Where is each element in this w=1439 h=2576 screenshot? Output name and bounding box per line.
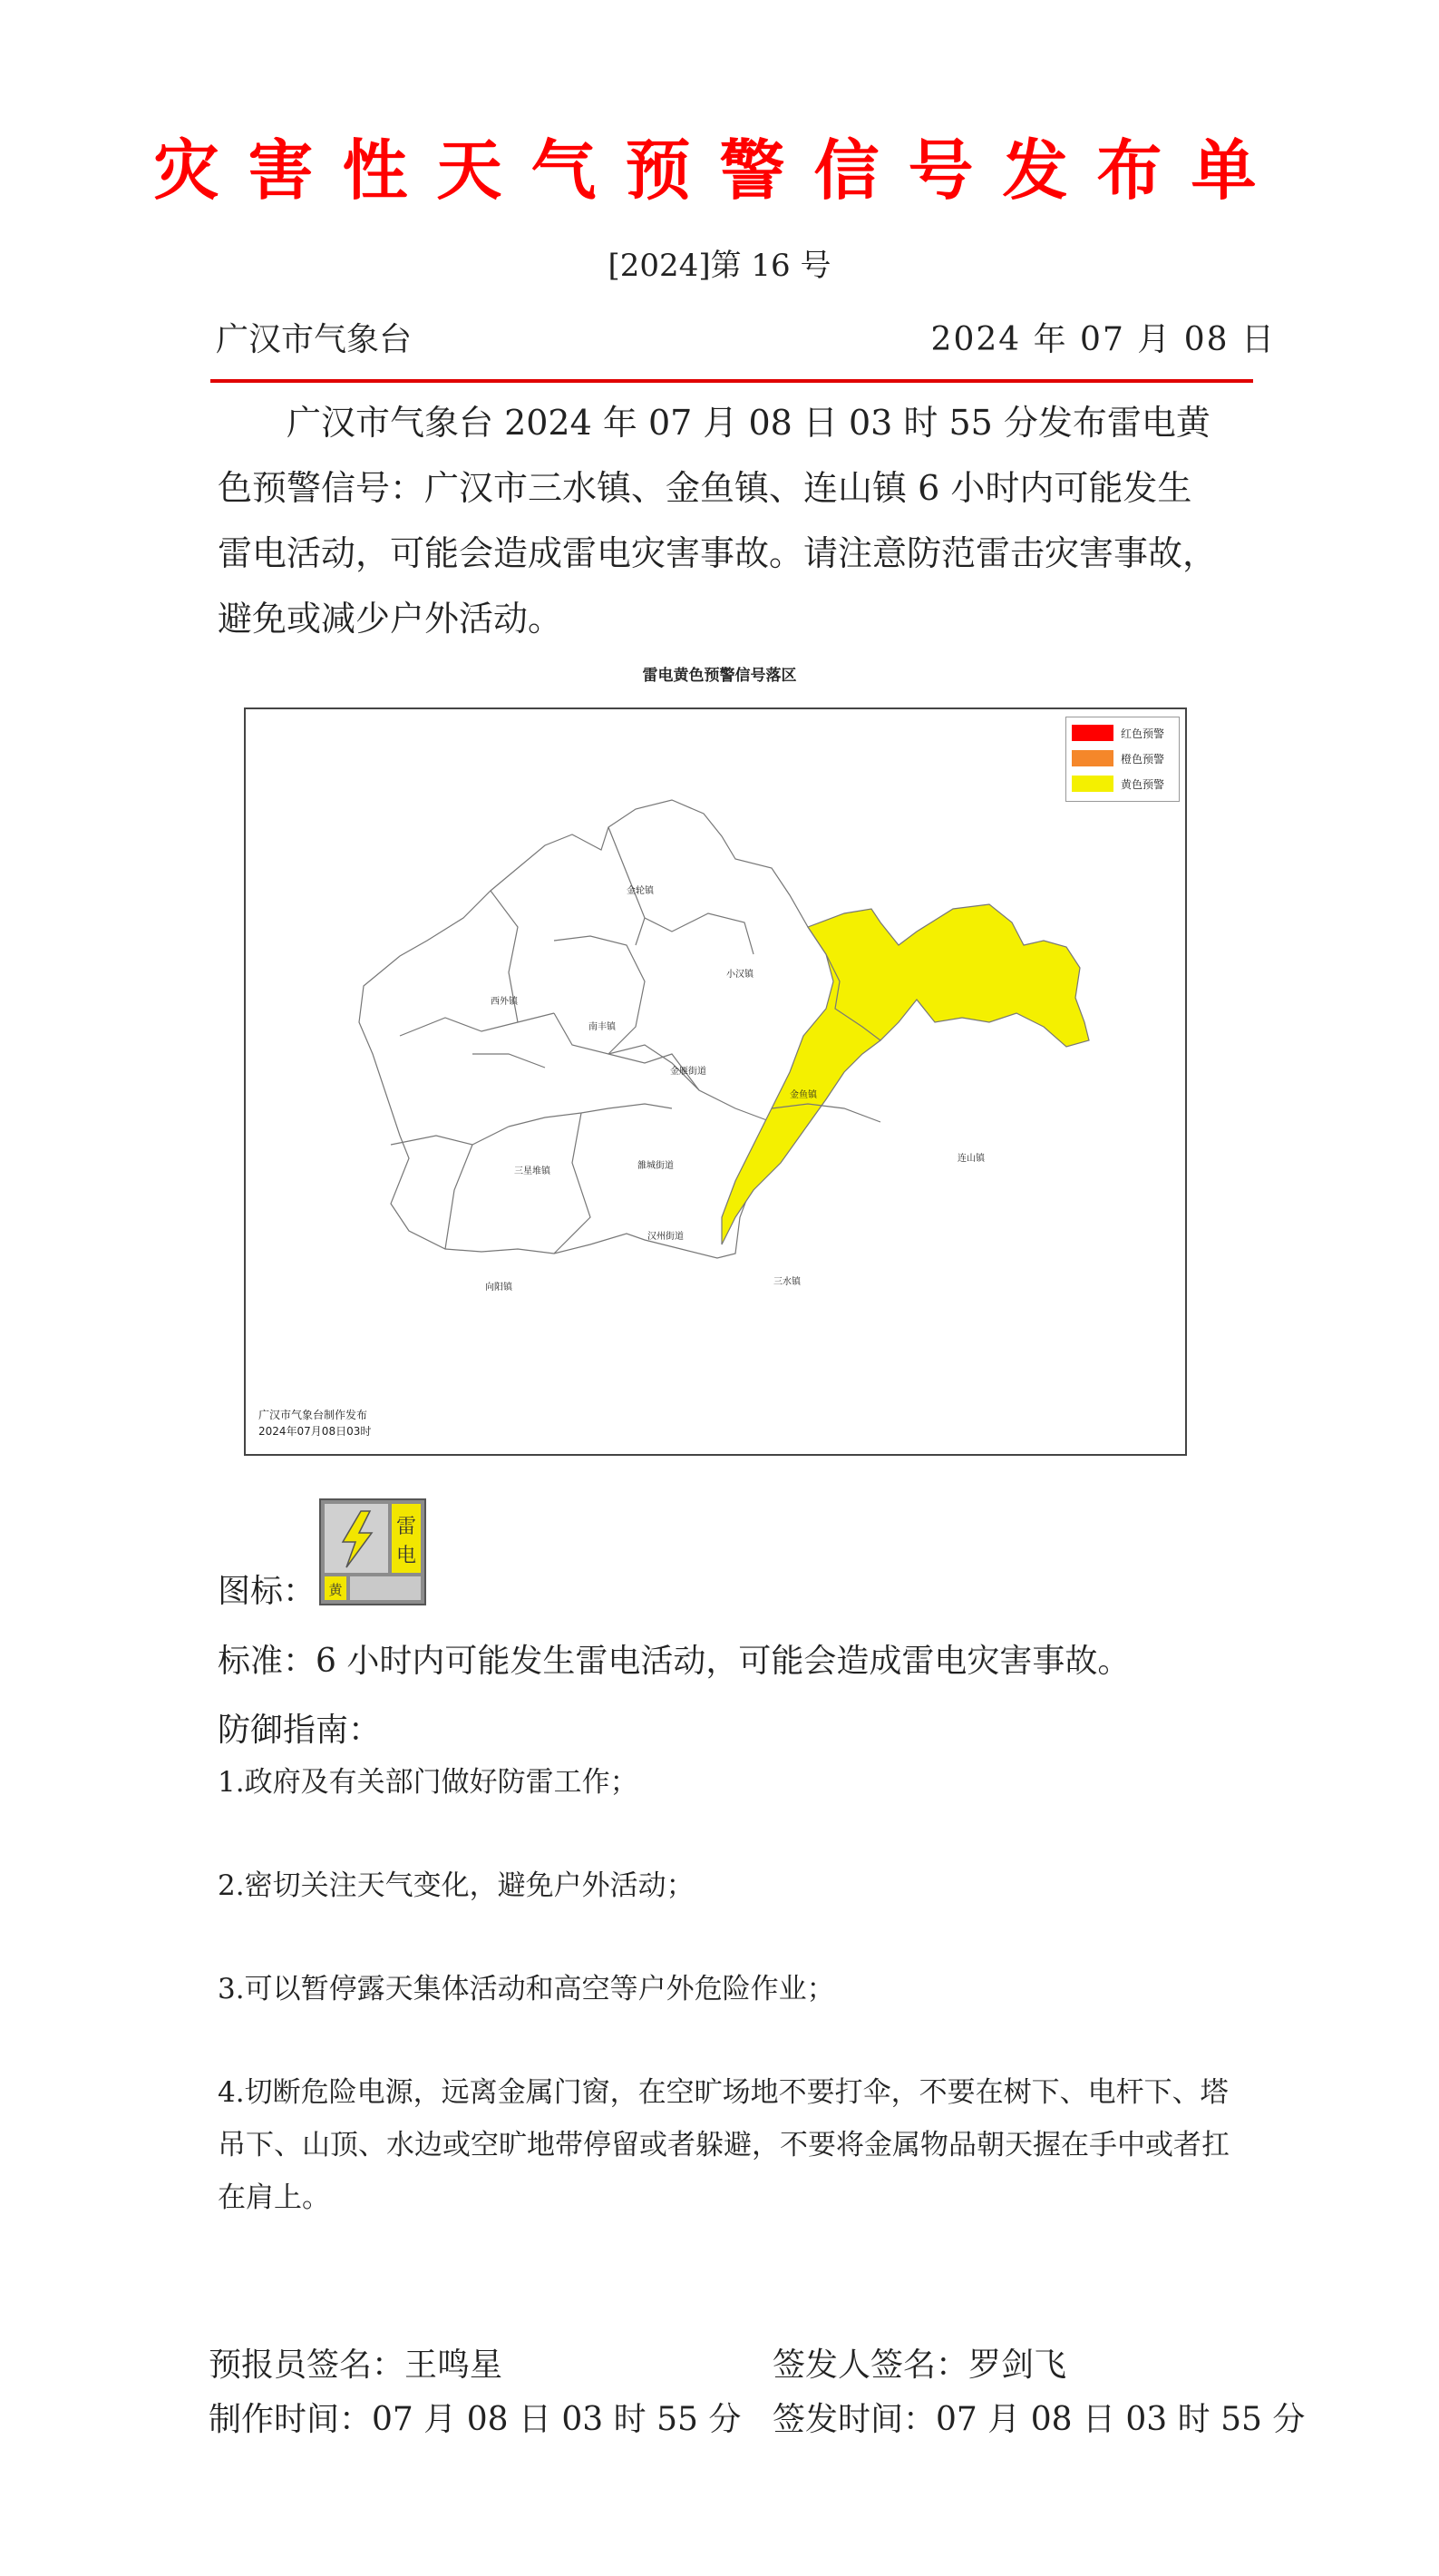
town-label: 雒城街道	[637, 1161, 674, 1171]
town-label: 金轮镇	[627, 886, 654, 896]
district-map	[246, 709, 1185, 1454]
town-label: 西外镇	[491, 997, 518, 1007]
made-time: 制作时间：07 月 08 日 03 时 55 分	[209, 2401, 742, 2438]
guide-item: 2.密切关注天气变化，避免户外活动；	[218, 1869, 695, 1902]
legend-label: 黄色预警	[1121, 777, 1165, 791]
map-footer-note	[258, 1407, 371, 1439]
town-label: 汉州街道	[647, 1232, 684, 1242]
issue-time: 签发时间：07 月 08 日 03 时 55 分	[773, 2401, 1306, 2438]
icon-char-dian: 电	[395, 1545, 417, 1567]
guide-item: 1.政府及有关部门做好防雷工作；	[218, 1766, 638, 1799]
standard-text: 标准：6 小时内可能发生雷电活动，可能会造成雷电灾害事故。	[218, 1643, 1131, 1680]
town-label: 小汉镇	[726, 970, 754, 980]
town-label: 金雁街道	[670, 1067, 706, 1077]
town-label: 三水镇	[773, 1277, 801, 1287]
town-label: 金鱼镇	[790, 1090, 817, 1100]
town-label: 三星堆镇	[514, 1166, 550, 1176]
map-footer-line2: 2024年07月08日03时	[258, 1425, 372, 1438]
issuer: 广汉市气象台	[216, 321, 413, 358]
legend-swatch	[1072, 776, 1113, 792]
legend-swatch	[1072, 725, 1113, 741]
signer-signature: 签发人签名：罗剑飞	[773, 2347, 1067, 2384]
warning-map	[244, 707, 1187, 1456]
map-footer-line1: 广汉市气象台制作发布	[258, 1409, 368, 1421]
document-number: [2024]第 16 号	[608, 248, 831, 284]
legend-item-orange	[1072, 748, 1164, 768]
forecaster-signature: 预报员签名：王鸣星	[209, 2347, 503, 2384]
issue-date: 2024 年 07 月 08 日	[930, 321, 1276, 358]
town-label: 向阳镇	[485, 1283, 512, 1293]
guide-heading: 防御指南：	[218, 1712, 382, 1749]
document-title: 灾害性天气预警信号发布单	[153, 132, 1286, 209]
icon-char-lei: 雷	[395, 1516, 417, 1538]
guide-item: 3.可以暂停露天集体活动和高空等户外危险作业；	[218, 1973, 835, 2005]
icon-label: 图标：	[218, 1573, 316, 1610]
header-divider	[210, 379, 1253, 383]
town-label: 南丰镇	[588, 1022, 616, 1032]
icon-char-huang: 黄	[328, 1582, 343, 1598]
legend-label: 红色预警	[1121, 727, 1165, 740]
guide-item: 4.切断危险电源，远离金属门窗，在空旷场地不要打伞，不要在树下、电杆下、塔吊下、山顶、水边或空旷地带停留或者躲避，不要将金属物品朝天握在手中或者扛在肩上。	[218, 2076, 1230, 2214]
legend-item-red	[1072, 723, 1164, 743]
map-legend	[1065, 717, 1180, 802]
map-title: 雷电黄色预警信号落区	[642, 667, 797, 685]
warning-paragraph: 广汉市气象台 2024 年 07 月 08 日 03 时 55 分发布雷电黄色预警信号：广汉市三水镇、金鱼镇、连山镇 6 小时内可能发生雷电活动，可能会造成雷电灾害事故。请注意防范雷击灾害事故，避免或减少户外活动。	[218, 403, 1218, 639]
legend-swatch	[1072, 750, 1113, 766]
thunder-yellow-warning-icon	[319, 1498, 426, 1605]
town-label: 连山镇	[958, 1154, 985, 1164]
legend-label: 橙色预警	[1121, 752, 1165, 766]
legend-item-yellow	[1072, 774, 1164, 794]
